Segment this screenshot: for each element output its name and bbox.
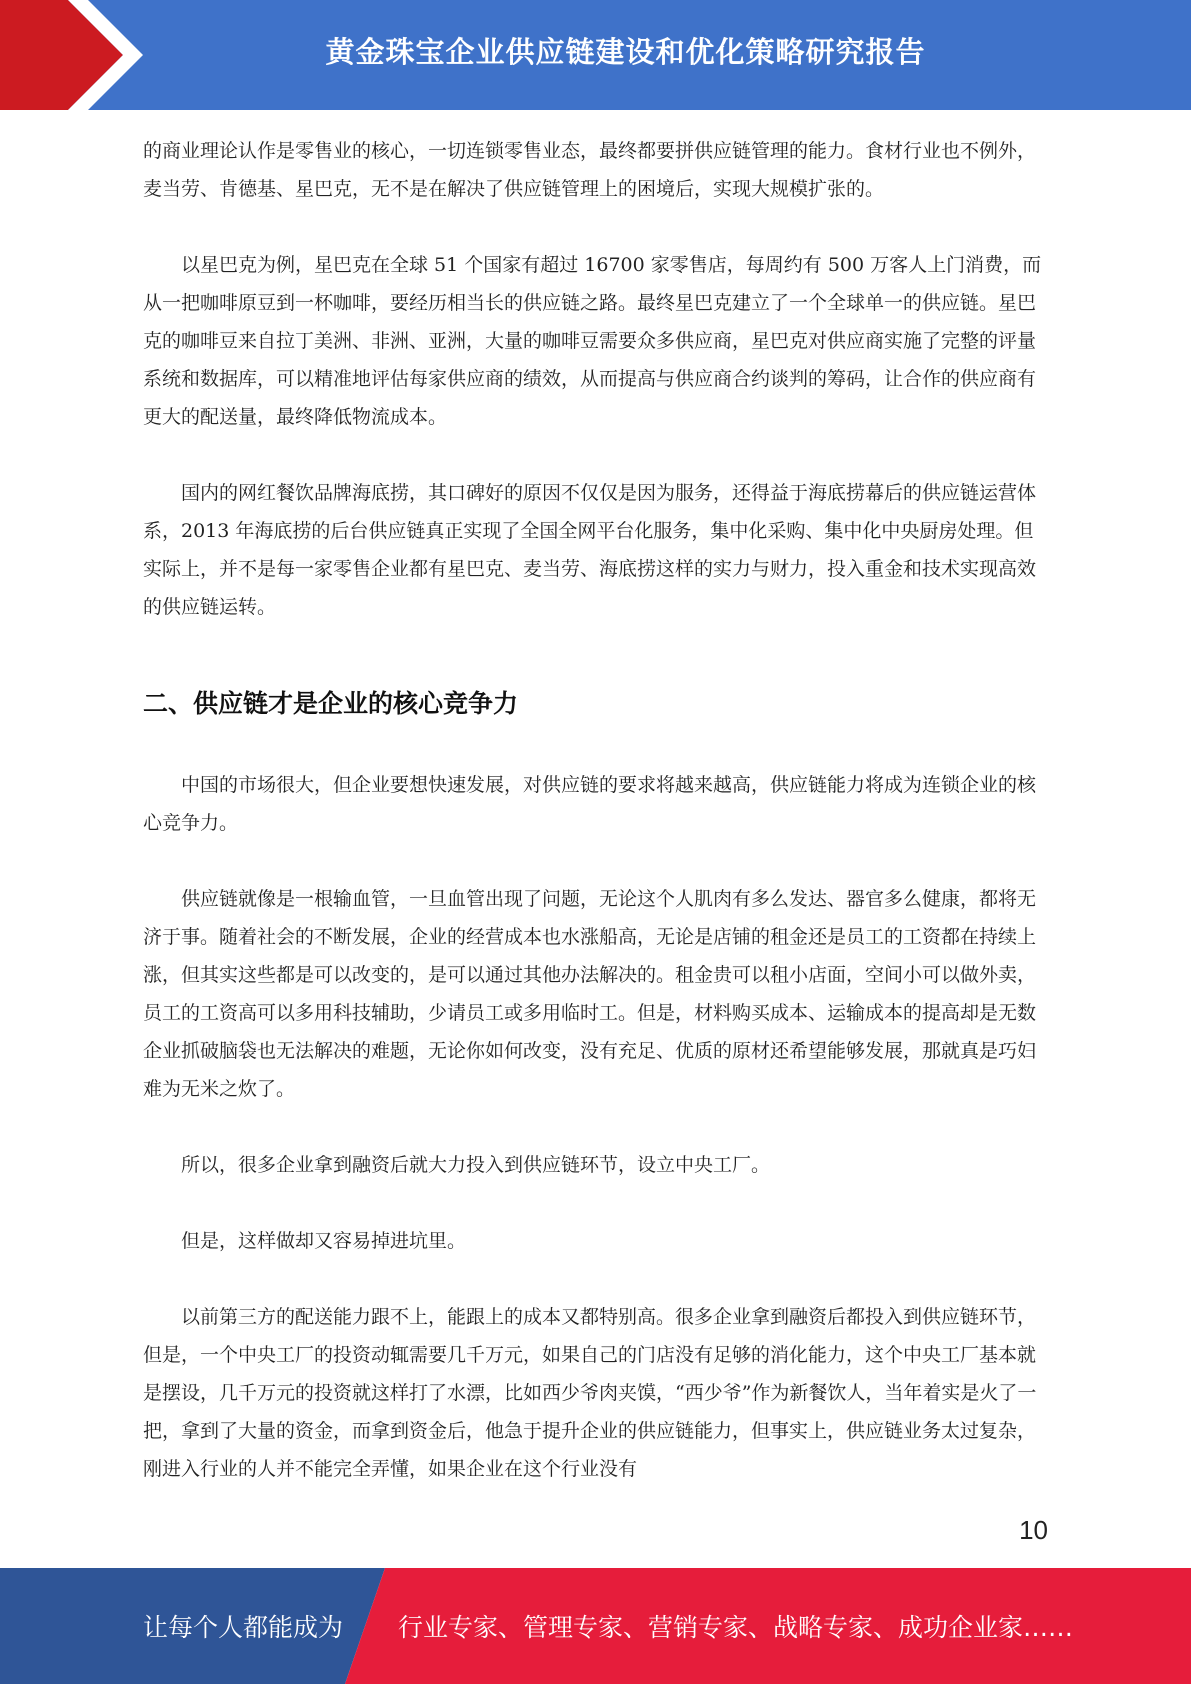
page-header <box>0 0 1191 110</box>
paragraph: 中国的市场很大，但企业要想快速发展，对供应链的要求将越来越高，供应链能力将成为连锁企业的核心竞争力。 <box>143 774 1037 834</box>
paragraph: 供应链就像是一根输血管，一旦血管出现了问题，无论这个人肌肉有多么发达、器官多么健康，都将无济于事。随着社会的不断发展，企业的经营成本也水涨船高，无论是店铺的租金还是员工的工资都在持续上涨，但其实这些都是可以改变的，是可以通过其他办法解决的。租金贵可以租小店面，空间小可以做外卖，员工的工资高可以多用科技辅助，少请员工或多用临时工。但是，材料购买成本、运输成本的提高却是无数企业抓破脑袋也无法解决的难题，无论你如何改变，没有充足、优质的原材还希望能够发展，那就真是巧妇难为无米之炊了。 <box>143 888 1037 1100</box>
paragraph: 所以，很多企业拿到融资后就大力投入到供应链环节，设立中央工厂。 <box>181 1154 771 1176</box>
paragraph: 国内的网红餐饮品牌海底捞，其口碑好的原因不仅仅是因为服务，还得益于海底捞幕后的供应链运营体系，2013 年海底捞的后台供应链真正实现了全国全网平台化服务，集中化采购、集中化中央厨房处理。但实际上，并不是每一家零售企业都有星巴克、麦当劳、海底捞这样的实力与财力，投入重金和技术实现高效的供应链运转。 <box>143 482 1037 618</box>
document-body <box>143 132 1046 1488</box>
paragraph: 但是，这样做却又容易掉进坑里。 <box>181 1230 467 1252</box>
section-heading: 二、供应链才是企业的核心竞争力 <box>143 689 519 718</box>
page-number: 10 <box>1019 1515 1048 1545</box>
footer-slogan-right: 行业专家、管理专家、营销专家、战略专家、成功企业家…… <box>398 1613 1074 1642</box>
paragraph: 以星巴克为例，星巴克在全球 51 个国家有超过 16700 家零售店，每周约有 500 万客人上门消费，而从一把咖啡原豆到一杯咖啡，要经历相当长的供应链之路。最终星巴克建立了一个全球单一的供应链。星巴克的咖啡豆来自拉丁美洲、非洲、亚洲，大量的咖啡豆需要众多供应商，星巴克对供应商实施了完整的评量系统和数据库，可以精准地评估每家供应商的绩效，从而提高与供应商合约谈判的筹码，让合作的供应商有更大的配送量，最终降低物流成本。 <box>143 254 1042 428</box>
page-footer <box>0 1568 1191 1684</box>
header-arrow-decoration <box>0 0 160 110</box>
paragraph: 以前第三方的配送能力跟不上，能跟上的成本又都特别高。很多企业拿到融资后都投入到供应链环节，但是，一个中央工厂的投资动辄需要几千万元，如果自己的门店没有足够的消化能力，这个中央工厂基本就是摆设，几千万元的投资就这样打了水漂，比如西少爷肉夹馍，“西少爷”作为新餐饮人，当年着实是火了一把，拿到了大量的资金，而拿到资金后，他急于提升企业的供应链能力，但事实上，供应链业务太过复杂，刚进入行业的人并不能完全弄懂，如果企业在这个行业没有 <box>143 1306 1037 1480</box>
paragraph: 的商业理论认作是零售业的核心，一切连锁零售业态，最终都要拼供应链管理的能力。食材行业也不例外，麦当劳、肯德基、星巴克，无不是在解决了供应链管理上的困境后，实现大规模扩张的。 <box>143 140 1037 200</box>
header-title: 黄金珠宝企业供应链建设和优化策略研究报告 <box>325 34 926 69</box>
footer-slogan-left: 让每个人都能成为 <box>143 1613 344 1642</box>
